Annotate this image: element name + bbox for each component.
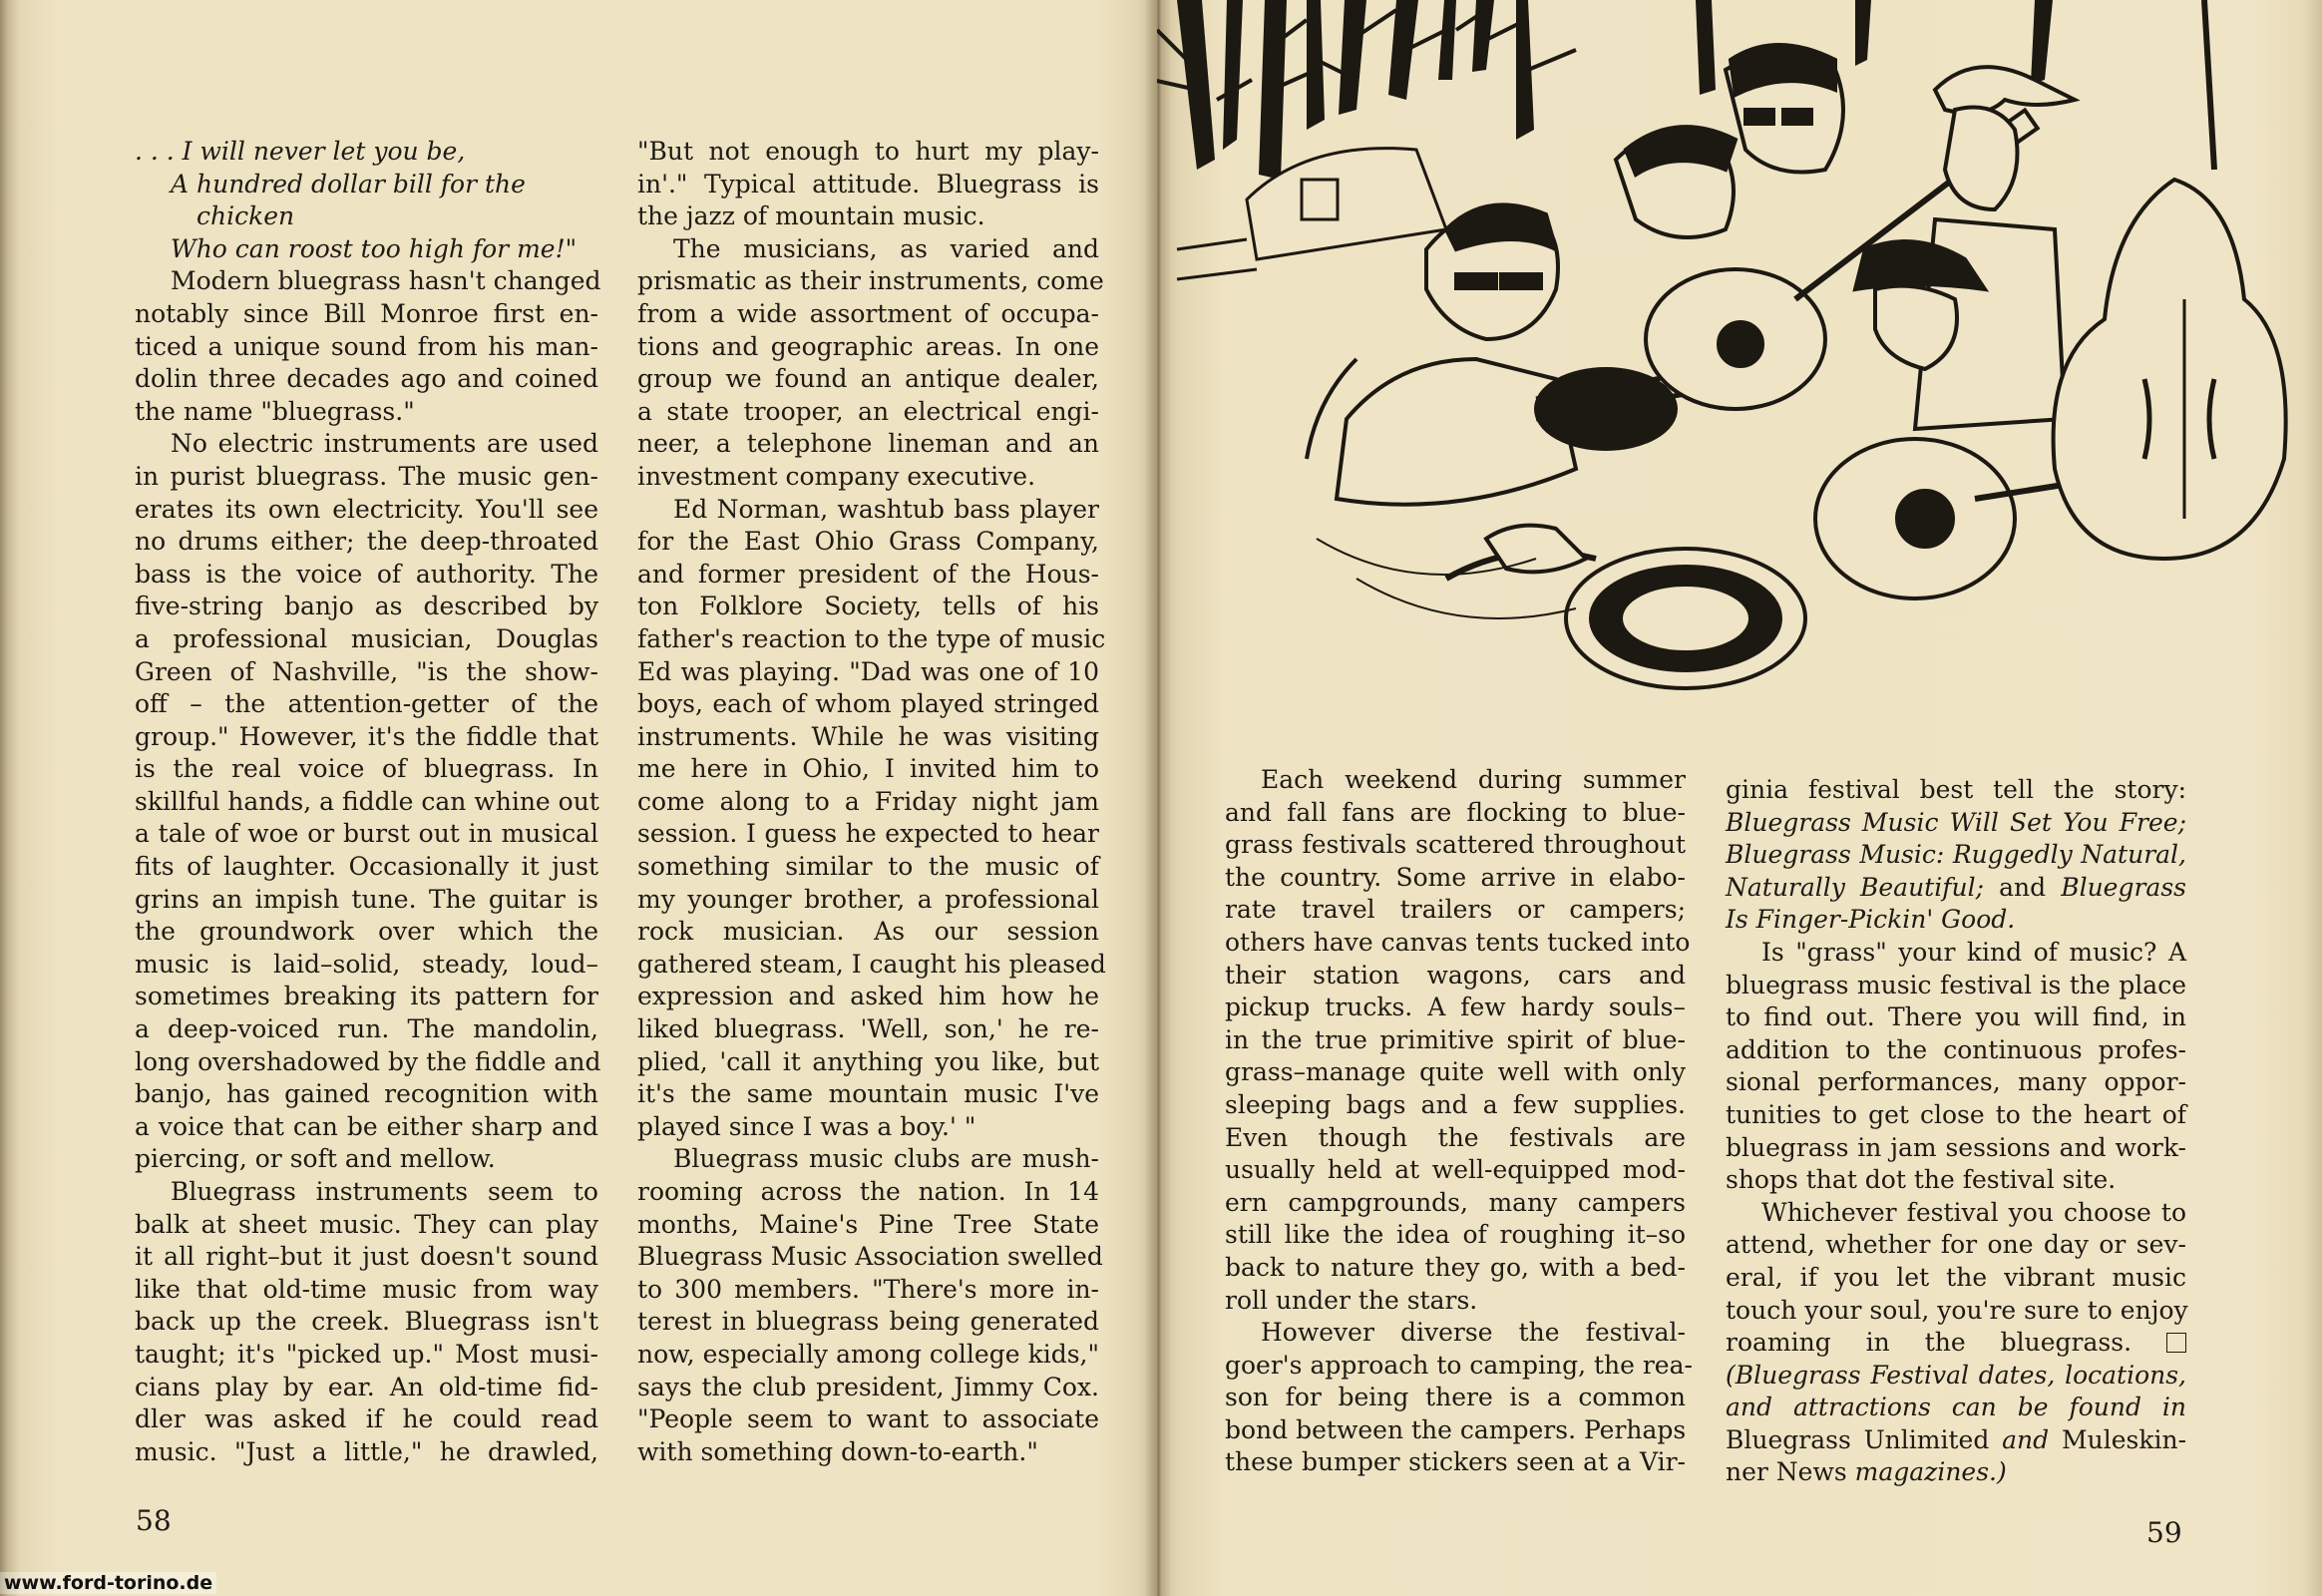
- text-line: grins an impish tune. The guitar is: [135, 884, 598, 914]
- text-line: prismatic as their instruments, come: [637, 266, 1104, 296]
- text-line: the jazz of mountain music.: [637, 201, 985, 231]
- text-line: off – the attention-getter of the: [135, 689, 598, 719]
- text-line: the country. Some arrive in elabo-: [1225, 862, 1686, 892]
- text-line: plied, 'call it anything you like, but: [637, 1046, 1099, 1076]
- text-line: dler was asked if he could read: [135, 1404, 598, 1434]
- text-line: bond between the campers. Perhaps: [1225, 1414, 1687, 1444]
- text-line: a professional musician, Douglas: [135, 623, 598, 653]
- text-line: Naturally Beautiful; and Bluegrass: [1726, 872, 2186, 902]
- text-line: their station wagons, cars and: [1225, 960, 1686, 990]
- text-line: erates its own electricity. You'll see: [135, 494, 598, 524]
- text-line: a deep-voiced run. The mandolin,: [135, 1014, 598, 1044]
- text-line: a tale of woe or burst out in musical: [135, 819, 598, 849]
- text-line: touch your soul, you're sure to enjoy: [1726, 1295, 2188, 1325]
- text-line: music is laid–solid, steady, loud–: [135, 949, 598, 979]
- trailer: [1177, 149, 1446, 279]
- text-line: still like the idea of roughing it–so: [1225, 1220, 1686, 1250]
- text-line: ern campgrounds, many campers: [1225, 1187, 1686, 1217]
- text-line: with something down-to-earth.": [637, 1436, 1038, 1466]
- text-line: Bluegrass Music: Ruggedly Natural,: [1726, 840, 2186, 870]
- text-line: me here in Ohio, I invited him to: [637, 754, 1099, 784]
- text-line: to 300 members. "There's more in-: [637, 1274, 1099, 1304]
- text-line: back up the creek. Bluegrass isn't: [135, 1307, 598, 1337]
- bluegrass-band-illustration: [1157, 0, 2322, 758]
- branches: [1157, 10, 1576, 100]
- text-line: Bluegrass instruments seem to: [171, 1177, 598, 1206]
- text-line: son for being there is a common: [1225, 1383, 1686, 1412]
- text-line: rooming across the nation. In 14: [637, 1177, 1099, 1206]
- text-line: No electric instruments are used: [171, 429, 598, 459]
- text-line: addition to the continuous profes-: [1726, 1034, 2186, 1064]
- text-line: Ed Norman, washtub bass player: [673, 494, 1099, 524]
- text-line: father's reaction to the type of music: [637, 623, 1106, 653]
- text-line: my younger brother, a professional: [637, 884, 1099, 914]
- text-line: is the real voice of bluegrass. In: [135, 754, 598, 784]
- text-line: session. I guess he expected to hear: [637, 819, 1099, 849]
- text-line: Bluegrass Unlimited and Muleskin-: [1726, 1424, 2187, 1454]
- text-line: Each weekend during summer: [1261, 765, 1686, 794]
- text-line: fits of laughter. Occasionally it just: [135, 852, 598, 882]
- text-line: something similar to the music of: [637, 852, 1099, 882]
- text-line: and former president of the Hous-: [637, 559, 1099, 589]
- text-line: goer's approach to camping, the rea-: [1225, 1350, 1693, 1380]
- text-line: sional performances, many oppor-: [1726, 1067, 2186, 1097]
- text-line: these bumper stickers seen at a Vir-: [1225, 1447, 1686, 1477]
- text-line: attend, whether for one day or sev-: [1726, 1230, 2186, 1260]
- text-line: from a wide assortment of occupa-: [637, 298, 1099, 328]
- text-line: months, Maine's Pine Tree State: [637, 1209, 1099, 1239]
- column-right-2: [1726, 774, 2186, 1489]
- text-line: ticed a unique sound from his man-: [135, 331, 598, 361]
- text-line: gathered steam, I caught his pleased: [637, 949, 1106, 979]
- text-line: expression and asked him how he: [637, 982, 1099, 1011]
- text-line: Whichever festival you choose to: [1761, 1197, 2186, 1227]
- text-line: "People seem to want to associate: [637, 1404, 1099, 1434]
- text-line: in purist bluegrass. The music gen-: [135, 461, 598, 491]
- text-line: sleeping bags and a few supplies.: [1225, 1089, 1686, 1119]
- page-number-left: 58: [136, 1504, 172, 1537]
- text-line: grass festivals scattered throughout: [1225, 830, 1686, 860]
- text-line: group." However, it's the fiddle that: [135, 721, 598, 751]
- text-line: no drums either; the deep-throated: [135, 527, 598, 557]
- text-line: . . . I will never let you be,: [135, 137, 466, 166]
- text-line: bass is the voice of authority. The: [135, 559, 598, 589]
- text-line: bluegrass music festival is the place: [1726, 970, 2186, 999]
- column-left-1: [135, 136, 601, 1468]
- text-line: Ed was playing. "Dad was one of 10: [637, 656, 1099, 686]
- text-line: others have canvas tents tucked into: [1225, 927, 1691, 957]
- text-line: piercing, or soft and mellow.: [135, 1144, 496, 1174]
- text-line: cians play by ear. An old-time fid-: [135, 1372, 598, 1401]
- text-line: long overshadowed by the fiddle and: [135, 1046, 601, 1076]
- text-line: "But not enough to hurt my play-: [637, 137, 1099, 166]
- text-line: group we found an antique dealer,: [637, 364, 1099, 394]
- text-line: ginia festival best tell the story:: [1726, 775, 2186, 804]
- text-line: rate travel trailers or campers;: [1225, 895, 1686, 925]
- text-line: now, especially among college kids,": [637, 1339, 1099, 1369]
- text-line: a state trooper, an electrical engi-: [637, 396, 1099, 426]
- text-line: neer, a telephone lineman and an: [637, 429, 1099, 459]
- text-line: grass–manage quite well with only: [1225, 1057, 1686, 1087]
- text-line: and fall fans are flocking to blue-: [1225, 797, 1686, 827]
- text-line: balk at sheet music. They can play: [135, 1209, 598, 1239]
- text-line: the name "bluegrass.": [135, 396, 415, 426]
- text-line: to find out. There you will find, in: [1726, 1002, 2186, 1032]
- text-line: in the true primitive spirit of blue-: [1225, 1024, 1686, 1054]
- text-line: ner News magazines.): [1726, 1457, 2007, 1487]
- text-line: ton Folklore Society, tells of his: [637, 592, 1099, 621]
- text-line: roaming in the bluegrass.: [1726, 1327, 2186, 1360]
- text-line: Modern bluegrass hasn't changed: [171, 266, 601, 296]
- text-line: it all right–but it just doesn't sound: [135, 1242, 598, 1272]
- text-line: instruments. While he was visiting: [637, 721, 1099, 751]
- text-line: (Bluegrass Festival dates, locations,: [1726, 1360, 2186, 1390]
- text-line: says the club president, Jimmy Cox.: [637, 1372, 1099, 1401]
- text-line: Is "grass" your kind of music? A: [1761, 937, 2186, 967]
- text-line: Is Finger-Pickin' Good.: [1726, 905, 2016, 935]
- text-line: banjo, has gained recognition with: [135, 1079, 598, 1109]
- text-line: usually held at well-equipped mod-: [1225, 1155, 1686, 1185]
- text-line: Green of Nashville, "is the show-: [135, 656, 598, 686]
- text-line: Even though the festivals are: [1225, 1122, 1686, 1152]
- watermark: www.ford-torino.de: [0, 1572, 216, 1594]
- text-line: bluegrass in jam sessions and work-: [1726, 1132, 2186, 1162]
- text-line: back to nature they go, with a bed-: [1225, 1252, 1686, 1282]
- text-line: shops that dot the festival site.: [1726, 1165, 2117, 1195]
- text-line: tunities to get close to the heart of: [1726, 1099, 2186, 1129]
- text-line: played since I was a boy.' ": [637, 1111, 976, 1141]
- page-number-right: 59: [2146, 1516, 2182, 1549]
- forest-trees: [1177, 0, 2053, 180]
- text-line: Bluegrass music clubs are mush-: [673, 1144, 1099, 1174]
- text-line: pickup trucks. A few hardy souls–: [1225, 993, 1686, 1022]
- text-line: roll under the stars.: [1225, 1285, 1478, 1315]
- text-line: boys, each of whom played stringed: [637, 689, 1099, 719]
- text-line: for the East Ohio Grass Company,: [637, 527, 1099, 557]
- text-line: The musicians, as varied and: [673, 233, 1099, 263]
- text-line: a voice that can be either sharp and: [135, 1111, 598, 1141]
- text-line: terest in bluegrass being generated: [637, 1307, 1099, 1337]
- text-line: it's the same mountain music I've: [637, 1079, 1099, 1109]
- text-line: dolin three decades ago and coined: [135, 364, 598, 394]
- text-line: However diverse the festival-: [1261, 1318, 1686, 1348]
- text-line: like that old-time music from way: [135, 1274, 598, 1304]
- text-line: investment company executive.: [637, 461, 1036, 491]
- text-line: sometimes breaking its pattern for: [135, 982, 598, 1011]
- text-line: rock musician. As our session: [637, 917, 1099, 947]
- text-line: liked bluegrass. 'Well, son,' he re-: [637, 1014, 1099, 1044]
- text-line: the groundwork over which the: [135, 917, 598, 947]
- text-line: taught; it's "picked up." Most musi-: [135, 1339, 598, 1369]
- text-line: music. "Just a little," he drawled,: [135, 1436, 598, 1466]
- text-line: Bluegrass Music Association swelled: [637, 1242, 1103, 1272]
- text-line: come along to a Friday night jam: [637, 786, 1099, 816]
- column-right-1: [1225, 764, 1693, 1479]
- text-line: in'." Typical attitude. Bluegrass is: [637, 169, 1099, 199]
- text-line: chicken: [196, 201, 295, 231]
- text-line: Bluegrass Music Will Set You Free;: [1726, 807, 2186, 837]
- text-line: eral, if you let the vibrant music: [1726, 1262, 2186, 1292]
- text-line: tions and geographic areas. In one: [637, 331, 1099, 361]
- text-line: Who can roost too high for me!": [171, 233, 578, 263]
- end-mark-icon: [2166, 1333, 2186, 1353]
- column-left-2: [637, 136, 1106, 1468]
- text-line: A hundred dollar bill for the: [171, 169, 526, 199]
- musicians: [1307, 0, 2286, 688]
- text-line: skillful hands, a fiddle can whine out: [135, 786, 599, 816]
- text-line: five-string banjo as described by: [135, 592, 598, 621]
- text-line: notably since Bill Monroe first en-: [135, 298, 598, 328]
- text-line: and attractions can be found in: [1726, 1393, 2186, 1422]
